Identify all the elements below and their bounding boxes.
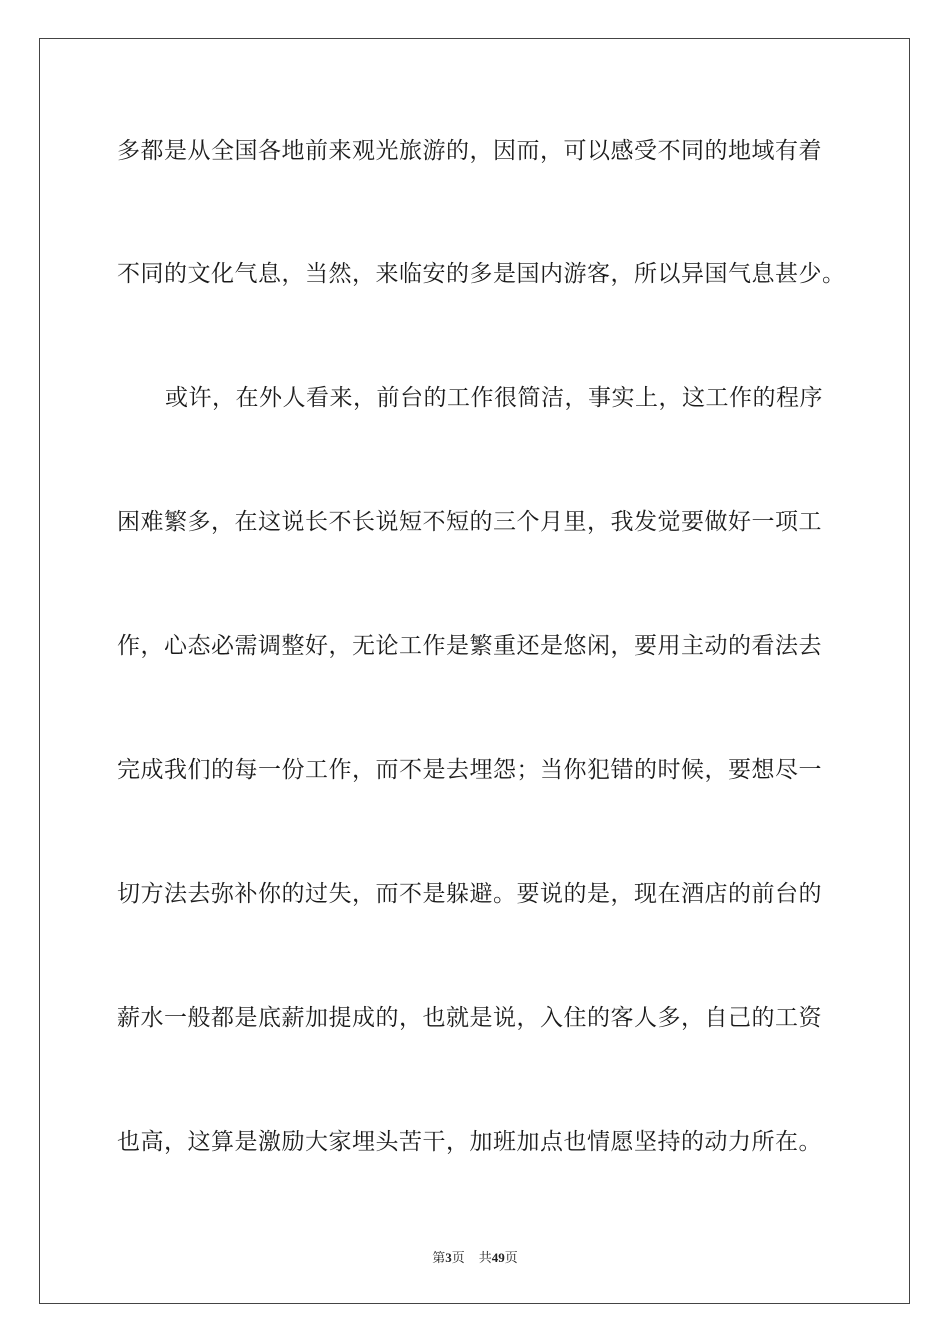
page-label-prefix: 第 [432,1250,446,1265]
total-label-suffix: 页 [504,1250,518,1265]
text-line: 切方法去弥补你的过失，而不是躲避。要说的是，现在酒店的前台的 [117,881,822,907]
text-line: 多都是从全国各地前来观光旅游的，因而，可以感受不同的地域有着 [117,138,822,164]
text-line: 完成我们的每一份工作，而不是去埋怨；当你犯错的时候，要想尽一 [117,757,822,783]
paragraph-first-line: 或许，在外人看来，前台的工作很简洁，事实上，这工作的程序 [165,385,823,411]
text-line: 不同的文化气息，当然，来临安的多是国内游客，所以异国气息甚少。 [117,261,846,287]
total-page-count: 49 [491,1250,505,1265]
current-page-number: 3 [445,1250,452,1265]
text-line: 作，心态必需调整好，无论工作是繁重还是悠闲，要用主动的看法去 [117,633,822,659]
page-label-suffix: 页 [451,1250,465,1265]
text-line: 薪水一般都是底薪加提成的，也就是说，入住的客人多，自己的工资 [117,1005,822,1031]
page-border [39,38,910,1304]
total-label-prefix: 共 [478,1250,492,1265]
text-line: 也高，这算是激励大家埋头苦干，加班加点也情愿坚持的动力所在。 [117,1129,822,1155]
page-footer [0,1247,950,1266]
text-line: 困难繁多，在这说长不长说短不短的三个月里，我发觉要做好一项工 [117,509,822,535]
